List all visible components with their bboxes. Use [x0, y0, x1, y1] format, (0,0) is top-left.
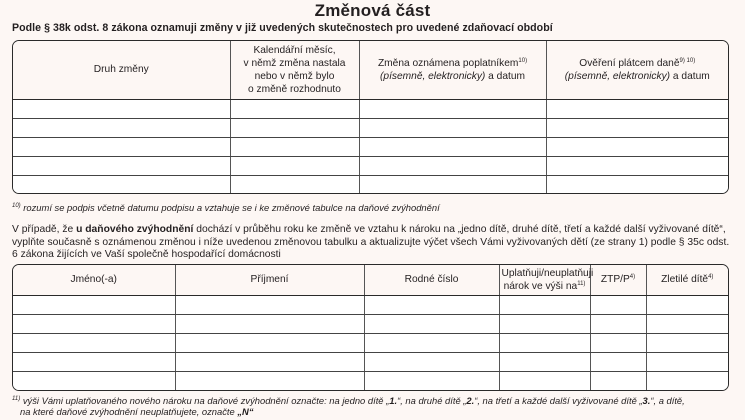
calendar-month-cell[interactable]	[230, 137, 359, 156]
children-table	[12, 264, 729, 391]
reported-by-taxpayer-cell[interactable]	[359, 156, 546, 175]
footnote-11: $^{11)}$ výši Vámi uplatňovaného nového nároku na daňové zvýhodnění označte: na jedno dítě „1.“, na druhé dítě „2.“, na třetí a každé další vyživované dítě „3.“, a dítě, na které daňové zvýhodnění neuplatňujete, označte „N“	[12, 395, 685, 417]
first-name-cell[interactable]	[13, 295, 175, 314]
change-type-cell[interactable]	[13, 99, 230, 118]
birth-number-cell[interactable]	[364, 314, 499, 333]
reported-by-taxpayer-cell[interactable]	[359, 175, 546, 194]
table-row	[13, 137, 728, 156]
table-row	[13, 118, 728, 137]
table-row	[13, 175, 728, 194]
claim-amount-cell[interactable]	[499, 333, 590, 352]
verified-by-payer-cell[interactable]	[546, 118, 728, 137]
birth-number-cell[interactable]	[364, 352, 499, 371]
table-row	[13, 314, 728, 333]
page-title: Změnová část	[314, 1, 431, 20]
header-first-name: Jméno(-a)	[13, 265, 175, 295]
ztp-p-cell[interactable]	[590, 352, 646, 371]
last-name-cell[interactable]	[175, 295, 364, 314]
header-change-type: Druh změny	[13, 41, 230, 99]
change-type-cell[interactable]	[13, 156, 230, 175]
verified-by-payer-cell[interactable]	[546, 175, 728, 194]
first-name-cell[interactable]	[13, 352, 175, 371]
adult-child-cell[interactable]	[646, 314, 728, 333]
change-type-cell[interactable]	[13, 175, 230, 194]
last-name-cell[interactable]	[175, 371, 364, 390]
claim-amount-cell[interactable]	[499, 371, 590, 390]
claim-amount-cell[interactable]	[499, 314, 590, 333]
verified-by-payer-cell[interactable]	[546, 156, 728, 175]
header-adult-child: Zletilé dítě$^{4)}$	[646, 265, 728, 295]
first-name-cell[interactable]	[13, 371, 175, 390]
last-name-cell[interactable]	[175, 352, 364, 371]
first-name-cell[interactable]	[13, 333, 175, 352]
verified-by-payer-cell[interactable]	[546, 99, 728, 118]
calendar-month-cell[interactable]	[230, 118, 359, 137]
reported-by-taxpayer-cell[interactable]	[359, 99, 546, 118]
table-row	[13, 333, 728, 352]
ztp-p-cell[interactable]	[590, 295, 646, 314]
birth-number-cell[interactable]	[364, 371, 499, 390]
ztp-p-cell[interactable]	[590, 371, 646, 390]
changes-table	[12, 40, 729, 194]
child-tax-credit-instructions: V případě, že u daňového zvýhodnění dochází v průběhu roku ke změně ve vztahu k nároku na „jedno dítě, druhé dítě, třetí a každé další vyživované dítě“, vyplňte současně s oznámenou změnou i níže uvedenou změnovou tabulku a aktualizujte výčet všech Vámi vyživovaných dětí (ze strany 1) podle § 35c odst. 6 zákona žijících ve Vaší společně hospodařící domácnosti	[12, 224, 730, 261]
header-reported-by-taxpayer: Změna oznámena poplatníkem$^{10)}$ (písemně, elektronicky) a datum	[359, 41, 546, 99]
reported-by-taxpayer-cell[interactable]	[359, 118, 546, 137]
birth-number-cell[interactable]	[364, 295, 499, 314]
header-birth-number: Rodné číslo	[364, 265, 499, 295]
last-name-cell[interactable]	[175, 333, 364, 352]
header-calendar-month: Kalendářní měsíc, v němž změna nastala nebo v němž bylo o změně rozhodnuto	[230, 41, 359, 99]
claim-amount-cell[interactable]	[499, 352, 590, 371]
header-ztp-p: ZTP/$P^{4)}$	[590, 265, 646, 295]
calendar-month-cell[interactable]	[230, 99, 359, 118]
calendar-month-cell[interactable]	[230, 156, 359, 175]
birth-number-cell[interactable]	[364, 333, 499, 352]
adult-child-cell[interactable]	[646, 295, 728, 314]
verified-by-payer-cell[interactable]	[546, 137, 728, 156]
change-type-cell[interactable]	[13, 137, 230, 156]
table-row	[13, 352, 728, 371]
calendar-month-cell[interactable]	[230, 175, 359, 194]
adult-child-cell[interactable]	[646, 371, 728, 390]
header-last-name: Příjmení	[175, 265, 364, 295]
claim-amount-cell[interactable]	[499, 295, 590, 314]
change-type-cell[interactable]	[13, 118, 230, 137]
reported-by-taxpayer-cell[interactable]	[359, 137, 546, 156]
table-row	[13, 371, 728, 390]
first-name-cell[interactable]	[13, 314, 175, 333]
adult-child-cell[interactable]	[646, 333, 728, 352]
last-name-cell[interactable]	[175, 314, 364, 333]
ztp-p-cell[interactable]	[590, 314, 646, 333]
footnote-10: $^{10)}$ rozumí se podpis včetně datumu podpisu a vztahuje se i ke změnové tabulce na daňové zvýhodnění	[12, 202, 440, 213]
header-claim-amount: Uplatňuji/neuplatňuji nárok ve výši $na^{11)}$	[499, 265, 590, 295]
intro-text: Podle § 38k odst. 8 zákona oznamuji změny v již uvedených skutečnostech pro uvedené zdaňovací období	[12, 22, 553, 34]
header-verified-by-payer: Ověření plátcem daně$^{9) 10)}$ (písemně, elektronicky) a datum	[546, 41, 728, 99]
adult-child-cell[interactable]	[646, 352, 728, 371]
ztp-p-cell[interactable]	[590, 333, 646, 352]
table-row	[13, 295, 728, 314]
table-row	[13, 99, 728, 118]
table-row	[13, 156, 728, 175]
